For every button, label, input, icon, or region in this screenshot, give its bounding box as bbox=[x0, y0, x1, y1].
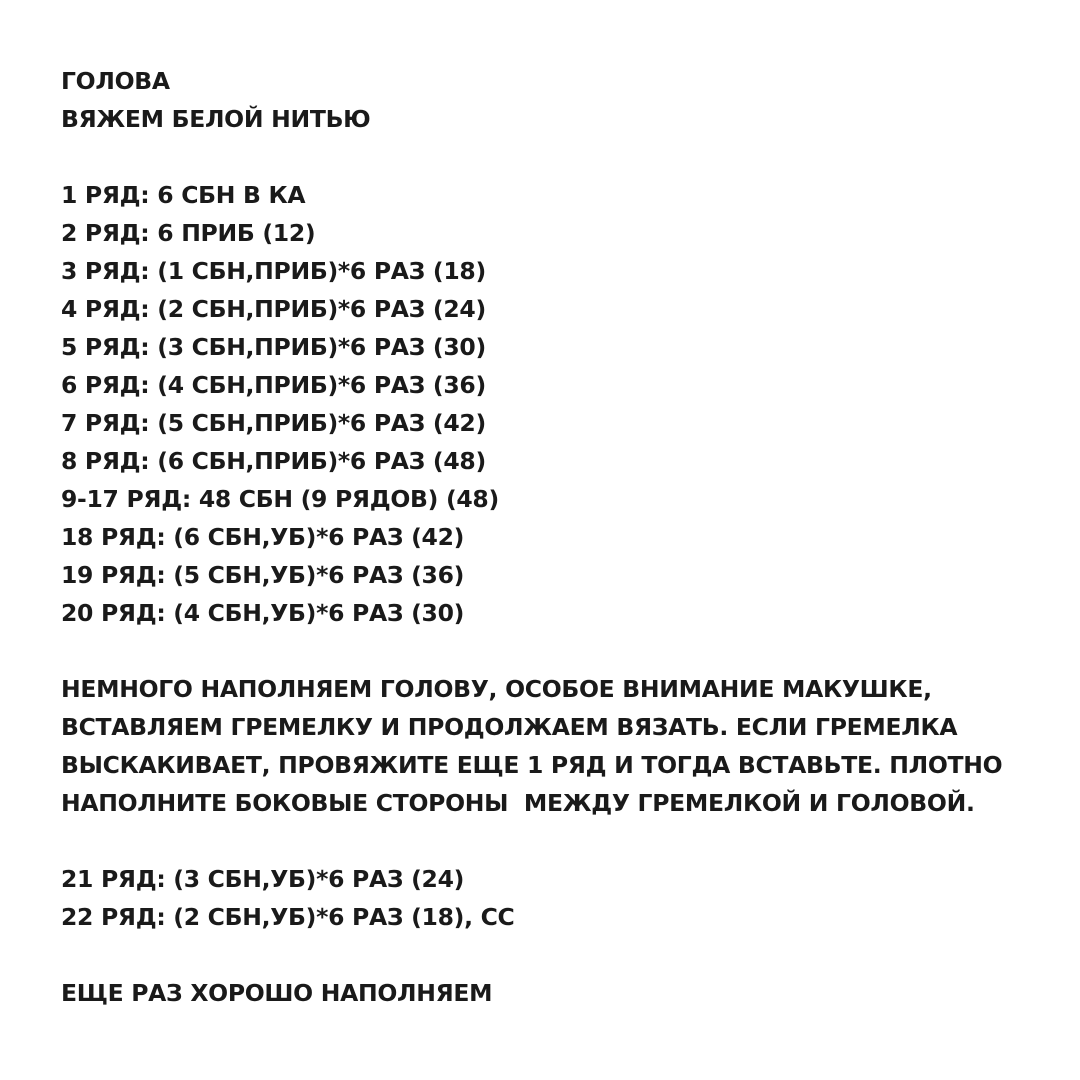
instruction-line: ВСТАВЛЯЕМ ГРЕМЕЛКУ И ПРОДОЛЖАЕМ ВЯЗАТЬ. ЕСЛИ ГРЕМЕЛКА bbox=[61, 713, 958, 741]
instruction-line: НАПОЛНИТЕ БОКОВЫЕ СТОРОНЫ МЕЖДУ ГРЕМЕЛКОЙ И ГОЛОВОЙ. bbox=[61, 789, 975, 817]
pattern-row: 9-17 РЯД: 48 СБН (9 РЯДОВ) (48) bbox=[61, 485, 499, 513]
section-title: ГОЛОВА bbox=[61, 67, 170, 95]
pattern-row: 19 РЯД: (5 СБН,УБ)*6 РАЗ (36) bbox=[61, 561, 465, 589]
pattern-row: 1 РЯД: 6 СБН В КА bbox=[61, 181, 306, 209]
pattern-row: 6 РЯД: (4 СБН,ПРИБ)*6 РАЗ (36) bbox=[61, 371, 486, 399]
pattern-row: 2 РЯД: 6 ПРИБ (12) bbox=[61, 219, 316, 247]
pattern-row: 18 РЯД: (6 СБН,УБ)*6 РАЗ (42) bbox=[61, 523, 465, 551]
pattern-row: 8 РЯД: (6 СБН,ПРИБ)*6 РАЗ (48) bbox=[61, 447, 486, 475]
section-subtitle: ВЯЖЕМ БЕЛОЙ НИТЬЮ bbox=[61, 105, 371, 133]
pattern-row: 5 РЯД: (3 СБН,ПРИБ)*6 РАЗ (30) bbox=[61, 333, 486, 361]
pattern-row: 21 РЯД: (3 СБН,УБ)*6 РАЗ (24) bbox=[61, 865, 465, 893]
pattern-row: 22 РЯД: (2 СБН,УБ)*6 РАЗ (18), СС bbox=[61, 903, 515, 931]
pattern-row: 7 РЯД: (5 СБН,ПРИБ)*6 РАЗ (42) bbox=[61, 409, 486, 437]
pattern-row: 4 РЯД: (2 СБН,ПРИБ)*6 РАЗ (24) bbox=[61, 295, 486, 323]
instruction-line: НЕМНОГО НАПОЛНЯЕМ ГОЛОВУ, ОСОБОЕ ВНИМАНИЕ МАКУШКЕ, bbox=[61, 675, 932, 703]
pattern-row: 20 РЯД: (4 СБН,УБ)*6 РАЗ (30) bbox=[61, 599, 465, 627]
pattern-row: 3 РЯД: (1 СБН,ПРИБ)*6 РАЗ (18) bbox=[61, 257, 486, 285]
instruction-line: ВЫСКАКИВАЕТ, ПРОВЯЖИТЕ ЕЩЕ 1 РЯД И ТОГДА ВСТАВЬТЕ. ПЛОТНО bbox=[61, 751, 1003, 779]
final-note: ЕЩЕ РАЗ ХОРОШО НАПОЛНЯЕМ bbox=[61, 979, 493, 1007]
